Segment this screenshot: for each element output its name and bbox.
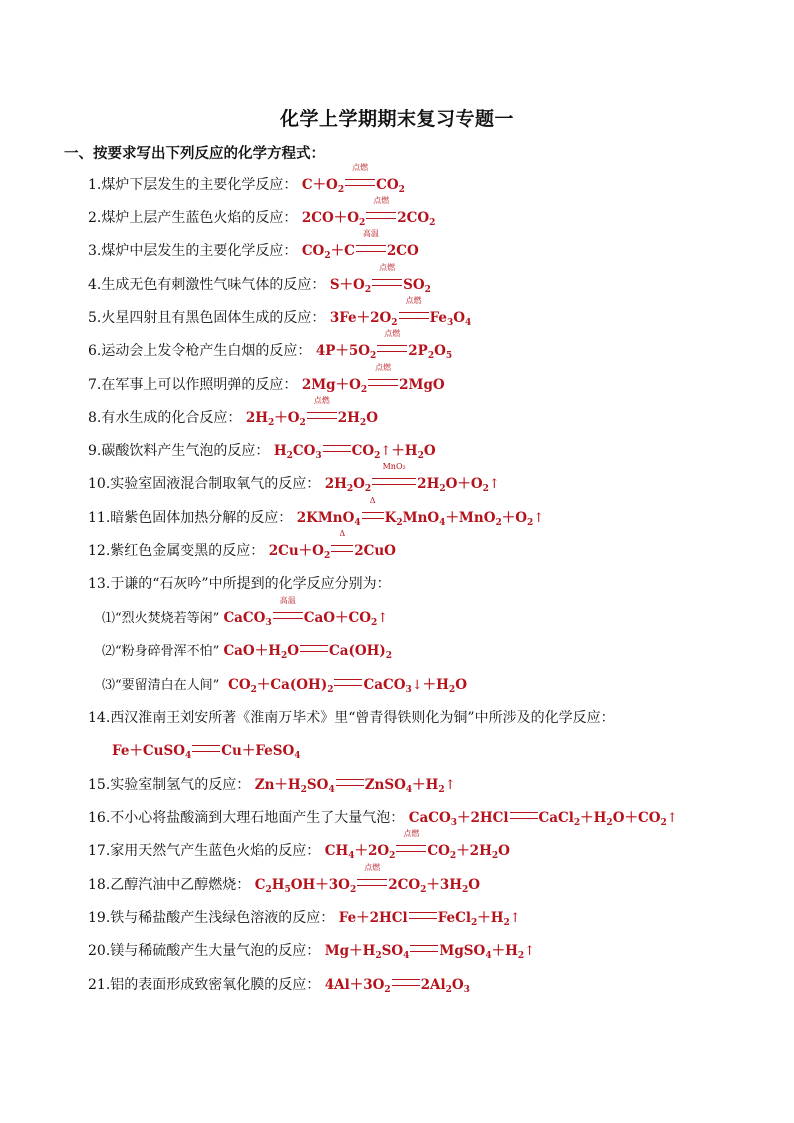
chemical-equation: Fe＋CuSO$_4$ Cu＋FeSO$_4$: [112, 743, 301, 761]
list-item: [88, 396, 378, 433]
question-label: 13.于谦的“石灰吟”中所提到的化学反应分别为：: [88, 576, 391, 592]
condition-mark: 点燃: [396, 841, 426, 861]
chemical-equation: $4P+5O_2$ 点燃 $2P_2O_5$: [315, 329, 453, 361]
list-item: [88, 163, 405, 200]
question-label: ⑶“要留清白在人间”: [102, 678, 220, 693]
list-item: [88, 863, 481, 900]
list-item: [102, 675, 467, 700]
list-item: [88, 263, 431, 300]
condition-mark: 点燃: [368, 375, 398, 395]
chemical-equation: $3Fe+2O_2$ 点燃 $Fe_3O_4$: [329, 296, 472, 328]
question-label: 9.碳酸饮料产生气泡的反应：: [88, 443, 270, 459]
condition-mark: 高温: [273, 608, 303, 628]
chemical-equation: $CO_2+C$ 高温 2CO: [301, 229, 419, 261]
list-item: [88, 363, 445, 400]
chemical-equation: $C+O_2$ 点燃 $CO_2$: [301, 163, 405, 195]
list-item: [88, 496, 545, 533]
chemical-equation: $Mg+H_2SO_4$ $MgSO_4+H_2↑$: [324, 943, 536, 961]
question-label: 6.运动会上发令枪产生白烟的反应：: [88, 343, 312, 359]
question-label: 1.煤炉下层发生的主要化学反应：: [88, 177, 298, 193]
list-item: [102, 596, 389, 633]
chemical-equation: $Zn+H_2SO_4$ $ZnSO_4+H_2↑$: [254, 777, 456, 795]
list-item: [88, 908, 521, 933]
list-item: [102, 641, 392, 666]
list-item: [88, 462, 500, 499]
section-heading: 一、按要求写出下列反应的化学方程式：: [64, 145, 325, 162]
question-label: 11.暗紫色固体加热分解的反应：: [88, 510, 293, 526]
question-label: ⑴“烈火焚烧若等闲”: [102, 611, 220, 626]
question-label: 8.有水生成的化合反应：: [88, 410, 242, 426]
question-label: 10.实验室固液混合制取氧气的反应：: [88, 476, 321, 492]
question-label: 21.铝的表面形成致密氧化膜的反应：: [88, 977, 321, 993]
chemical-equation: $CH_4+2O_2$ 点燃 $CO_2+2H_2O$: [324, 829, 510, 861]
chemical-equation: $2CO+O_2$ 点燃 $2CO_2$: [301, 196, 436, 228]
condition-mark: 点燃: [307, 408, 337, 428]
question-label: 12.紫红色金属变黑的反应：: [88, 543, 265, 559]
list-item: [88, 529, 396, 566]
condition-mark: Δ: [362, 508, 384, 528]
chemical-equation: $2H_2+O_2$ 点燃 $2H_2O$: [245, 396, 378, 428]
chemical-equation: $H_2CO_3$ $CO_2↑+H_2O$: [273, 443, 436, 461]
page-title: 化学上学期期末复习专题一: [279, 108, 514, 130]
condition-mark: 点燃: [372, 275, 402, 295]
chemical-equation: $S+O_2$ 点燃 $SO_2$: [329, 263, 431, 295]
question-label: 14.西汉淮南王刘安所著《淮南万毕术》里“曾青得铁则化为铜”中所涉及的化学反应：: [88, 710, 615, 726]
chemical-equation: $CaO+H_2O$ $Ca(OH)_2$: [223, 643, 393, 661]
chemical-equation: CaCO$_3$ 高温 $CaO+CO_2↑$: [223, 596, 389, 628]
chemical-equation: Fe＋2HCl $FeCl_2+H_2↑$: [338, 910, 521, 928]
chemical-equation: 2KMnO$_4$ Δ $K_2MnO_4+MnO_2+O_2↑$: [296, 496, 545, 528]
question-label: 4.生成无色有刺激性气味气体的反应：: [88, 277, 326, 293]
chemical-equation: $2Cu+O_2$ Δ 2CuO: [268, 529, 396, 561]
list-item: [88, 229, 419, 266]
list-item: [88, 829, 510, 866]
condition-mark: 点燃: [345, 175, 375, 195]
question-label: 16.不小心将盐酸滴到大理石地面产生了大量气泡：: [88, 810, 405, 826]
question-label: 2.煤炉上层产生蓝色火焰的反应：: [88, 210, 298, 226]
question-label: 7.在军事上可以作照明弹的反应：: [88, 377, 298, 393]
chemical-equation: CaCO$_3$＋2HCl $CaCl_2+H_2O+CO_2↑$: [408, 810, 678, 828]
list-item: [88, 296, 472, 333]
question-label: 19.铁与稀盐酸产生浅绿色溶液的反应：: [88, 910, 335, 926]
list-item: [88, 808, 678, 833]
list-item: [88, 775, 456, 800]
chemical-equation: $4Al+3O_2$ $2Al_2O_3$: [324, 977, 470, 995]
condition-mark: 点燃: [357, 875, 387, 895]
list-item: [88, 708, 615, 728]
condition-mark: 高温: [356, 241, 386, 261]
list-item: [88, 574, 391, 594]
chemical-equation: $2Mg+O_2$ 点燃 2MgO: [301, 363, 445, 395]
condition-mark: 点燃: [399, 308, 429, 328]
condition-mark: 点燃: [377, 341, 407, 361]
condition-mark: Δ: [331, 541, 353, 561]
question-label: 5.火星四射且有黑色固体生成的反应：: [88, 310, 326, 326]
chemical-equation: $CO_2+Ca(OH)_2$ $CaCO_3↓+H_2O$: [223, 677, 467, 695]
list-item: [88, 941, 535, 966]
question-label: 18.乙醇汽油中乙醇燃烧：: [88, 877, 251, 893]
condition-mark: MnO₂: [372, 474, 416, 494]
question-label: 15.实验室制氢气的反应：: [88, 777, 251, 793]
list-item: [112, 741, 301, 766]
condition-mark: 点燃: [366, 208, 396, 228]
question-label: 20.镁与稀硫酸产生大量气泡的反应：: [88, 943, 321, 959]
chemical-equation: $2H_2O_2$ MnO₂ $2H_2O+O_2↑$: [324, 462, 500, 494]
question-label: 17.家用天然气产生蓝色火焰的反应：: [88, 843, 321, 859]
question-label: ⑵“粉身碎骨浑不怕”: [102, 644, 220, 659]
list-item: [88, 975, 470, 1000]
chemical-equation: $C_2H_5OH+3O_2$ 点燃 $2CO_2+3H_2O$: [254, 863, 481, 895]
question-label: 3.煤炉中层发生的主要化学反应：: [88, 243, 298, 259]
